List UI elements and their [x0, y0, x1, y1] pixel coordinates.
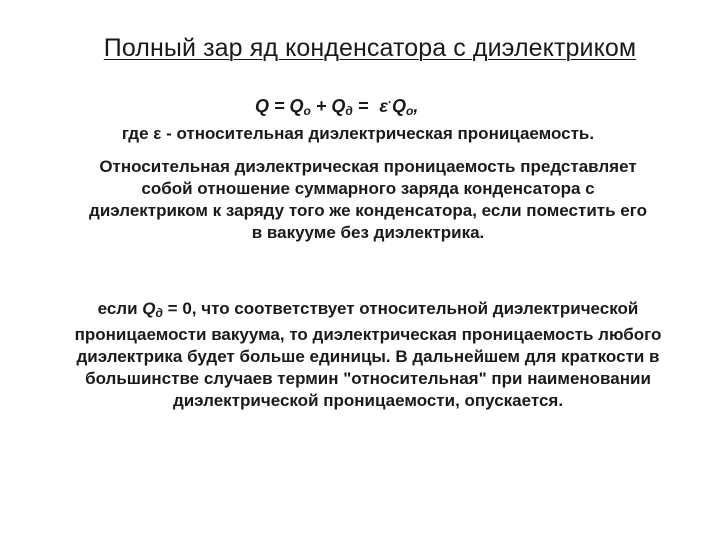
condition-rest: = 0, что соответствует относительной диэлектрической проницаемости вакуума, то диэлектрическая проницаемость любого диэлектрика будет больше единицы. В дальнейшем для краткости в большинстве случаев термин "относительная" при наименовании диэлектрической проницаемости, опускается.: [74, 299, 662, 410]
permittivity-definition: Относительная диэлектрическая проницаемость представляет собой отношение суммарного заряда конденсатора с диэлектриком к заряду того же конденсатора, если поместить его в вакууме без диэлектрика.: [89, 157, 647, 242]
formula-q3: Q: [391, 96, 406, 116]
formula-plus: +: [310, 96, 332, 116]
condition-prefix: если: [97, 299, 143, 318]
charge-formula: [255, 95, 418, 118]
formula-dot: ·: [387, 95, 392, 109]
formula-q1: Q: [289, 96, 304, 116]
epsilon-explanation: где ε - относительная диэлектрическая проницаемость.: [121, 124, 595, 143]
formula-equals-1: =: [269, 96, 290, 116]
formula-lhs: Q: [255, 96, 270, 116]
slide-title: Полный зар яд конденсатора с диэлектриком: [103, 34, 637, 62]
formula-epsilon: ε: [379, 96, 388, 116]
condition-q: [142, 299, 163, 318]
vacuum-condition-paragraph: [68, 298, 668, 412]
formula-q2: Q: [331, 96, 346, 116]
formula-q3-subscript: o: [406, 104, 414, 118]
formula-equals-2: =: [352, 96, 374, 116]
formula-q1-subscript: o: [303, 104, 311, 118]
formula-comma: ,: [413, 96, 419, 116]
condition-q-letter: Q: [142, 299, 156, 318]
condition-q-subscript: д: [155, 306, 163, 320]
formula-q2-subscript: д: [345, 104, 353, 118]
